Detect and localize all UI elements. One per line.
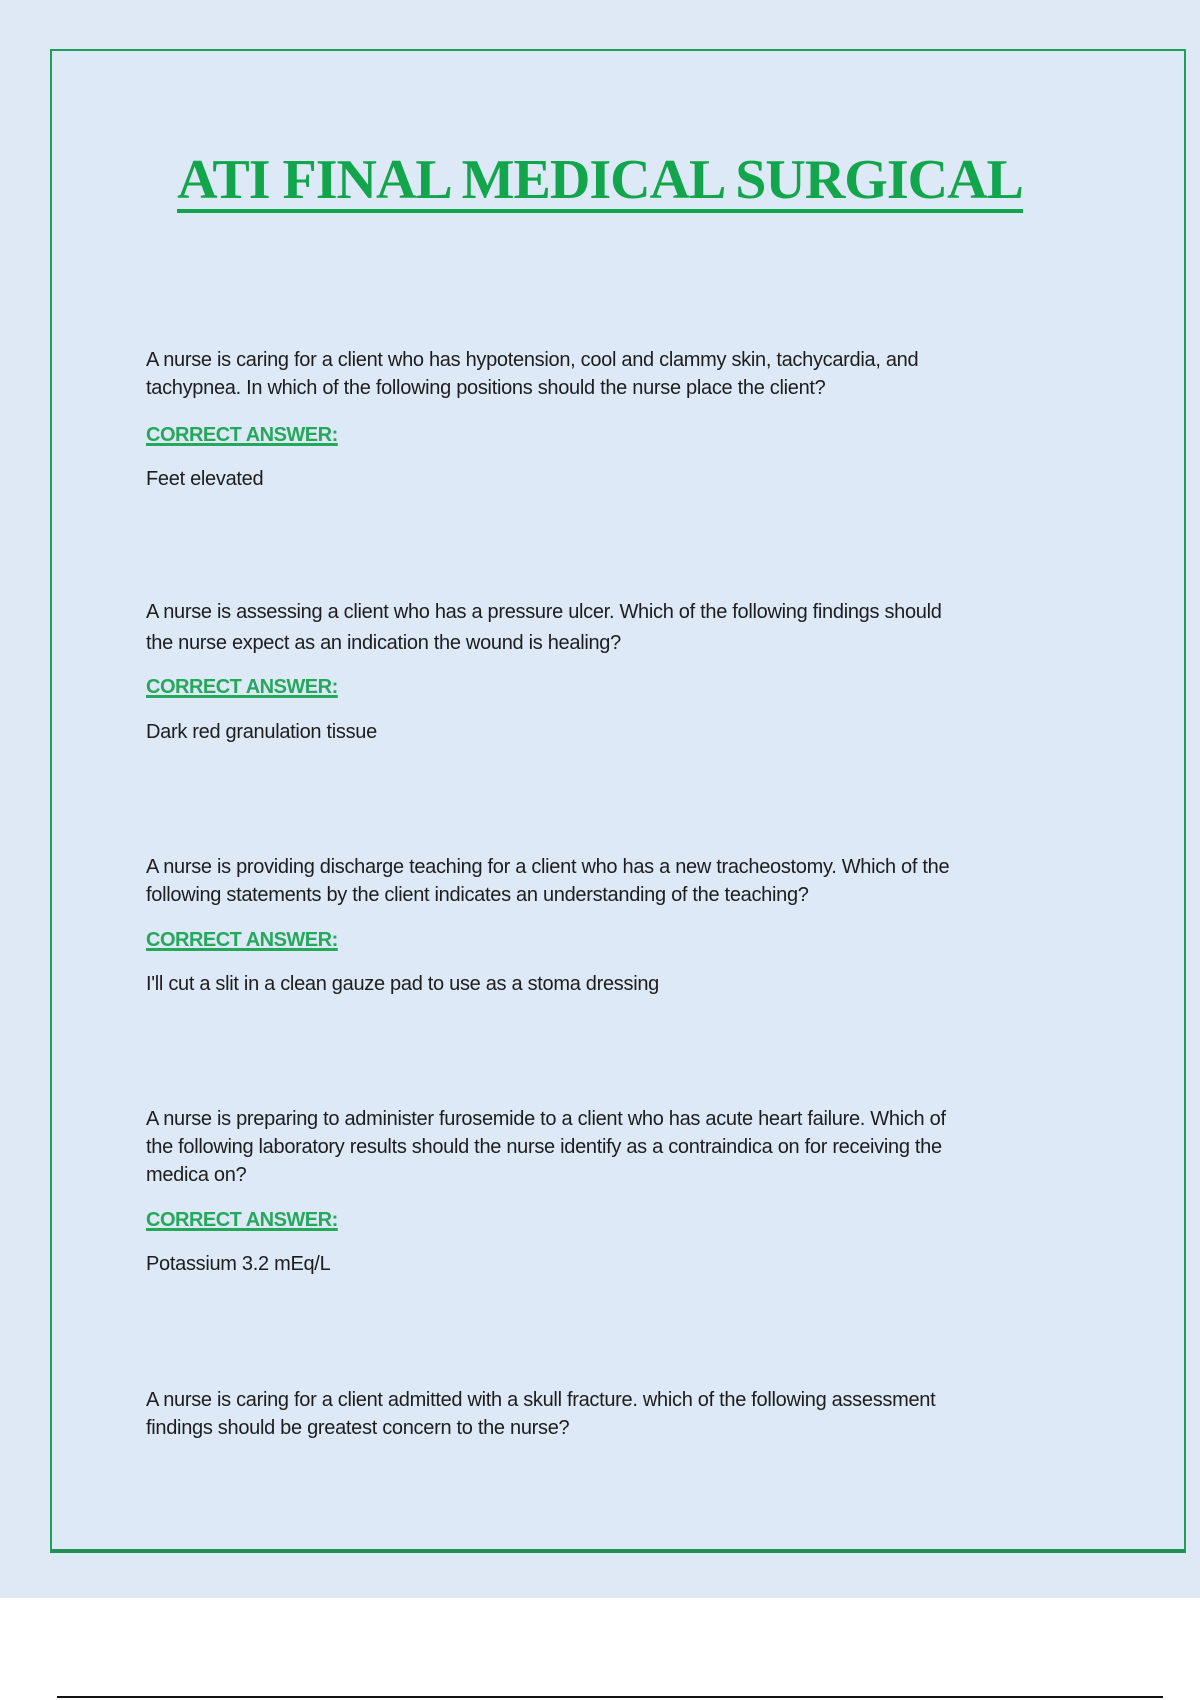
correct-answer-label: CORRECT ANSWER: [146, 424, 338, 446]
question-2-line-1: A nurse is assessing a client who has a pressure ulcer. Which of the following findings should [146, 601, 942, 623]
question-5-line-1: A nurse is caring for a client admitted with a skull fracture. which of the following assessment [146, 1389, 936, 1411]
question-4-line-1: A nurse is preparing to administer furosemide to a client who has acute heart failure. Which of [146, 1108, 946, 1130]
answer-4: Potassium 3.2 mEq/L [146, 1253, 331, 1275]
question-4-line-3: medica on? [146, 1164, 247, 1186]
correct-answer-label: CORRECT ANSWER: [146, 1209, 338, 1231]
document-title: ATI FINAL MEDICAL SURGICAL [177, 149, 1023, 211]
question-3-line-1: A nurse is providing discharge teaching for a client who has a new tracheostomy. Which of the [146, 856, 950, 878]
question-4-line-2: the following laboratory results should the nurse identify as a contraindica on for receiving the [146, 1136, 942, 1158]
question-1-line-2: tachypnea. In which of the following positions should the nurse place the client? [146, 377, 826, 399]
answer-1: Feet elevated [146, 468, 264, 490]
question-5-line-2: findings should be greatest concern to the nurse? [146, 1417, 570, 1439]
document-frame [50, 49, 1186, 1553]
answer-2: Dark red granulation tissue [146, 721, 377, 743]
page-divider [57, 1696, 1163, 1698]
question-2-line-2: the nurse expect as an indication the wound is healing? [146, 632, 621, 654]
question-1-line-1: A nurse is caring for a client who has hypotension, cool and clammy skin, tachycardia, and [146, 349, 919, 371]
correct-answer-label: CORRECT ANSWER: [146, 676, 338, 698]
question-3-line-2: following statements by the client indicates an understanding of the teaching? [146, 884, 809, 906]
answer-3: I'll cut a slit in a clean gauze pad to use as a stoma dressing [146, 973, 659, 995]
correct-answer-label: CORRECT ANSWER: [146, 929, 338, 951]
